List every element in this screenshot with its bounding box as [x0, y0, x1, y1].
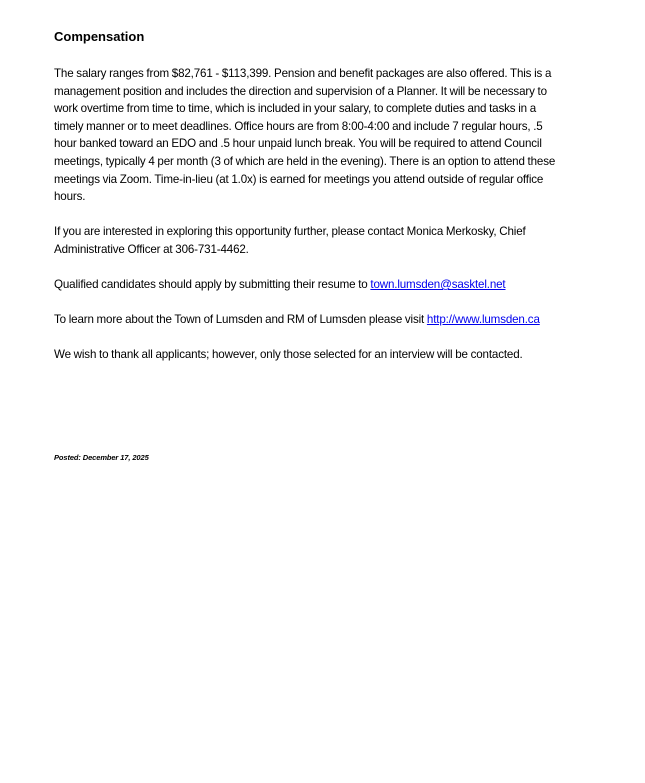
paragraph-line: hours. — [54, 190, 86, 204]
paragraph-line — [54, 311, 540, 329]
email-link[interactable]: town.lumsden@sasktel.net — [370, 278, 506, 291]
paragraph-line — [54, 276, 506, 294]
paragraph-line: meetings via Zoom. Time-in-lieu (at 1.0x) is earned for meetings you attend outside of regular office — [54, 172, 544, 186]
thanks-paragraph — [54, 346, 523, 364]
paragraph-line: management position and includes the direction and supervision of a Planner. It will be necessary to — [54, 84, 547, 98]
paragraph-line: timely manner or to meet deadlines. Office hours are from 8:00-4:00 and include 7 regular hours, .5 — [54, 119, 543, 133]
paragraph-line: hour banked toward an EDO and .5 hour unpaid lunch break. You will be required to attend Council — [54, 137, 542, 151]
paragraph-line: The salary ranges from $82,761 - $113,399. Pension and benefit packages are also offered. This is a — [54, 67, 552, 80]
learn-more-paragraph — [54, 311, 540, 329]
paragraph-line: work overtime from time to time, which is included in your salary, to complete duties and tasks in a — [54, 102, 536, 116]
paragraph-line: meetings, typically 4 per month (3 of which are held in the evening). There is an option to attend these — [54, 154, 556, 168]
paragraph-line: If you are interested in exploring this opportunity further, please contact Monica Merkosky, Chief — [54, 225, 526, 238]
paragraph-line: Administrative Officer at 306-731-4462. — [54, 242, 249, 256]
website-link[interactable]: http://www.lumsden.ca — [426, 313, 540, 326]
paragraph-line: We wish to thank all applicants; however, only those selected for an interview will be contacted. — [54, 348, 523, 361]
learn-more-text: To learn more about the Town of Lumsden and RM of Lumsden please visit — [54, 313, 427, 326]
compensation-paragraph — [54, 65, 555, 206]
apply-text: Qualified candidates should apply by submitting their resume to — [54, 278, 371, 291]
posted-date: Posted: December 17, 2025 — [54, 453, 149, 462]
apply-paragraph — [54, 276, 506, 294]
section-heading: Compensation — [54, 29, 145, 44]
contact-paragraph — [54, 223, 526, 258]
